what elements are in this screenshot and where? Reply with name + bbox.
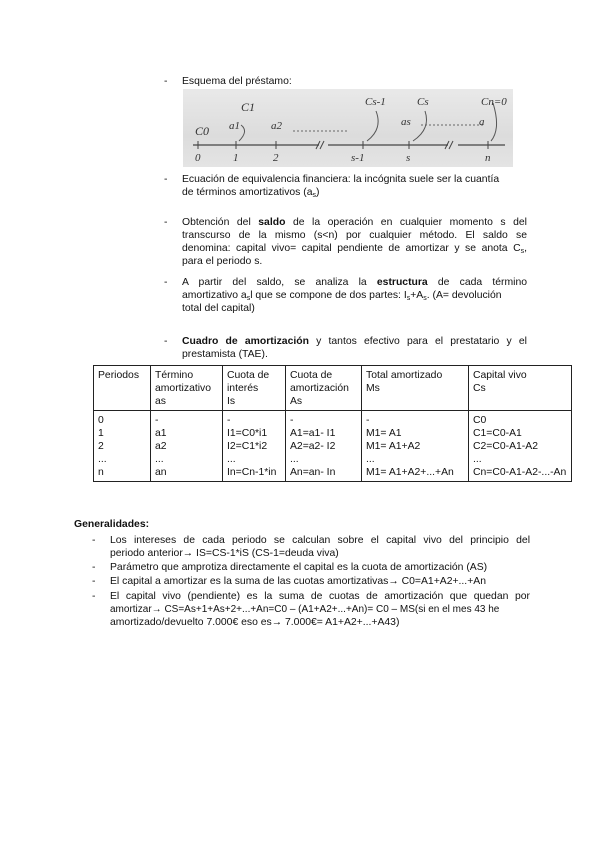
generalidades-title: Generalidades: (74, 519, 150, 530)
cuadro-paragraph (182, 335, 527, 361)
header-capital-vivo: Capital vivo Cs (469, 366, 572, 411)
diagram-label-c0: C0 (195, 124, 210, 138)
esquema-label: Esquema del préstamo: (182, 76, 292, 87)
header-termino: Término amortizativo as (151, 366, 223, 411)
table-header-row (94, 366, 572, 411)
bullet-dash: - (92, 535, 96, 546)
bullet-dash: - (164, 336, 168, 347)
diagram-tick-0: 0 (195, 152, 201, 164)
diagram-tick-s: s (406, 152, 411, 164)
bullet-dash: - (92, 576, 96, 587)
saldo-line-4: para el periodo s. (182, 256, 263, 267)
cell-interes: - I1=C0*i1 I2=C1*i2 ... In=Cn-1*in (223, 411, 286, 482)
bullet-dash: - (92, 562, 96, 573)
cell-periodos: 0 1 2 ... n (94, 411, 151, 482)
saldo-line-2: transcurso de la mismo (s<n) por cualquier método. El saldo se (182, 230, 527, 241)
cuadro-line-1: Cuadro de amortización y tantos efectivo para el prestatario y el (182, 336, 527, 347)
diagram-label-cs: Cs (417, 96, 429, 108)
diagram-label-a1: a1 (229, 120, 240, 132)
estructura-line-2: amortizativo $a_sl$ que se compone de dos partes: $I_s+A_s$. (A= devolución (182, 290, 502, 302)
diagram-tick-1: 1 (233, 152, 239, 164)
generalidades-item-4: El capital vivo (pendiente) es la suma de cuotas de amortización que quedan por amortizar→ CS=As+1+As+2+...+An=C0 – (A1+A2+...+An)= C0 – MS(si en el mes 43 he amortizado/devuelto 7.000€ eso es→ 7.000€= A1+A2+...+A43) (110, 591, 530, 628)
cuadro-line-2: prestamista (TAE). (182, 349, 268, 360)
table-body-row (94, 411, 572, 482)
generalidades-item-2: Parámetro que amprotiza directamente el capital es la cuota de amortización (AS) (110, 562, 488, 573)
generalidades-item-3: El capital a amortizar es la suma de las cuotas amortizativas→ C0=A1+A2+...+An (110, 576, 486, 587)
header-periodos: Periodos (94, 366, 151, 411)
bullet-dash: - (164, 217, 168, 228)
diagram-label-a: a (479, 116, 485, 128)
estructura-paragraph (182, 276, 527, 315)
ecuacion-paragraph (182, 173, 527, 199)
bullet-dash: - (92, 591, 96, 602)
loan-timeline-diagram (183, 89, 513, 167)
cell-capital-vivo: C0 C1=C0-A1 C2=C0-A1-A2 ... Cn=C0-A1-A2-...-An (469, 411, 572, 482)
diagram-label-as: as (401, 116, 411, 128)
saldo-line-1: Obtención del saldo de la operación en cualquier momento s del (182, 217, 527, 228)
saldo-paragraph (182, 216, 527, 268)
ecuacion-line-1: Ecuación de equivalencia financiera: la incógnita suele ser la cuantía (182, 174, 500, 185)
estructura-line-1: A partir del saldo, se analiza la estructura de cada término (182, 277, 527, 288)
diagram-label-c1: C1 (241, 100, 256, 114)
diagram-label-a2: a2 (271, 120, 282, 132)
bullet-dash: - (164, 277, 168, 288)
cell-amortizacion: - A1=a1- I1 A2=a2- I2 ... An=an- In (286, 411, 362, 482)
saldo-line-3: denomina: capital vivo= capital pendiente de amortizar y se anota $C_s$, (182, 243, 527, 255)
diagram-tick-s-1: s-1 (351, 152, 365, 164)
diagram-tick-2: 2 (273, 152, 279, 164)
header-amortizacion: Cuota de amortización As (286, 366, 362, 411)
generalidades-item-1: Los intereses de cada periodo se calculan sobre el capital vivo del principio del periodo anterior→ IS=CS-1*iS (CS-1=deuda viva) (110, 535, 530, 559)
bullet-dash: - (164, 174, 168, 185)
amortization-table (93, 365, 572, 482)
ecuacion-line-2: de términos amortizativos $(a_s)$ (182, 187, 320, 199)
diagram-label-cs-1: Cs-1 (365, 96, 386, 108)
header-total-amortizado: Total amortizado Ms (362, 366, 469, 411)
diagram-label-cn: Cn=0 (481, 96, 507, 108)
diagram-tick-n: n (485, 152, 491, 164)
estructura-line-3: total del capital) (182, 303, 255, 314)
cell-termino: - a1 a2 ... an (151, 411, 223, 482)
bullet-dash: - (164, 76, 168, 87)
header-interes: Cuota de interés Is (223, 366, 286, 411)
cell-total-amortizado: - M1= A1 M1= A1+A2 ... M1= A1+A2+...+An (362, 411, 469, 482)
